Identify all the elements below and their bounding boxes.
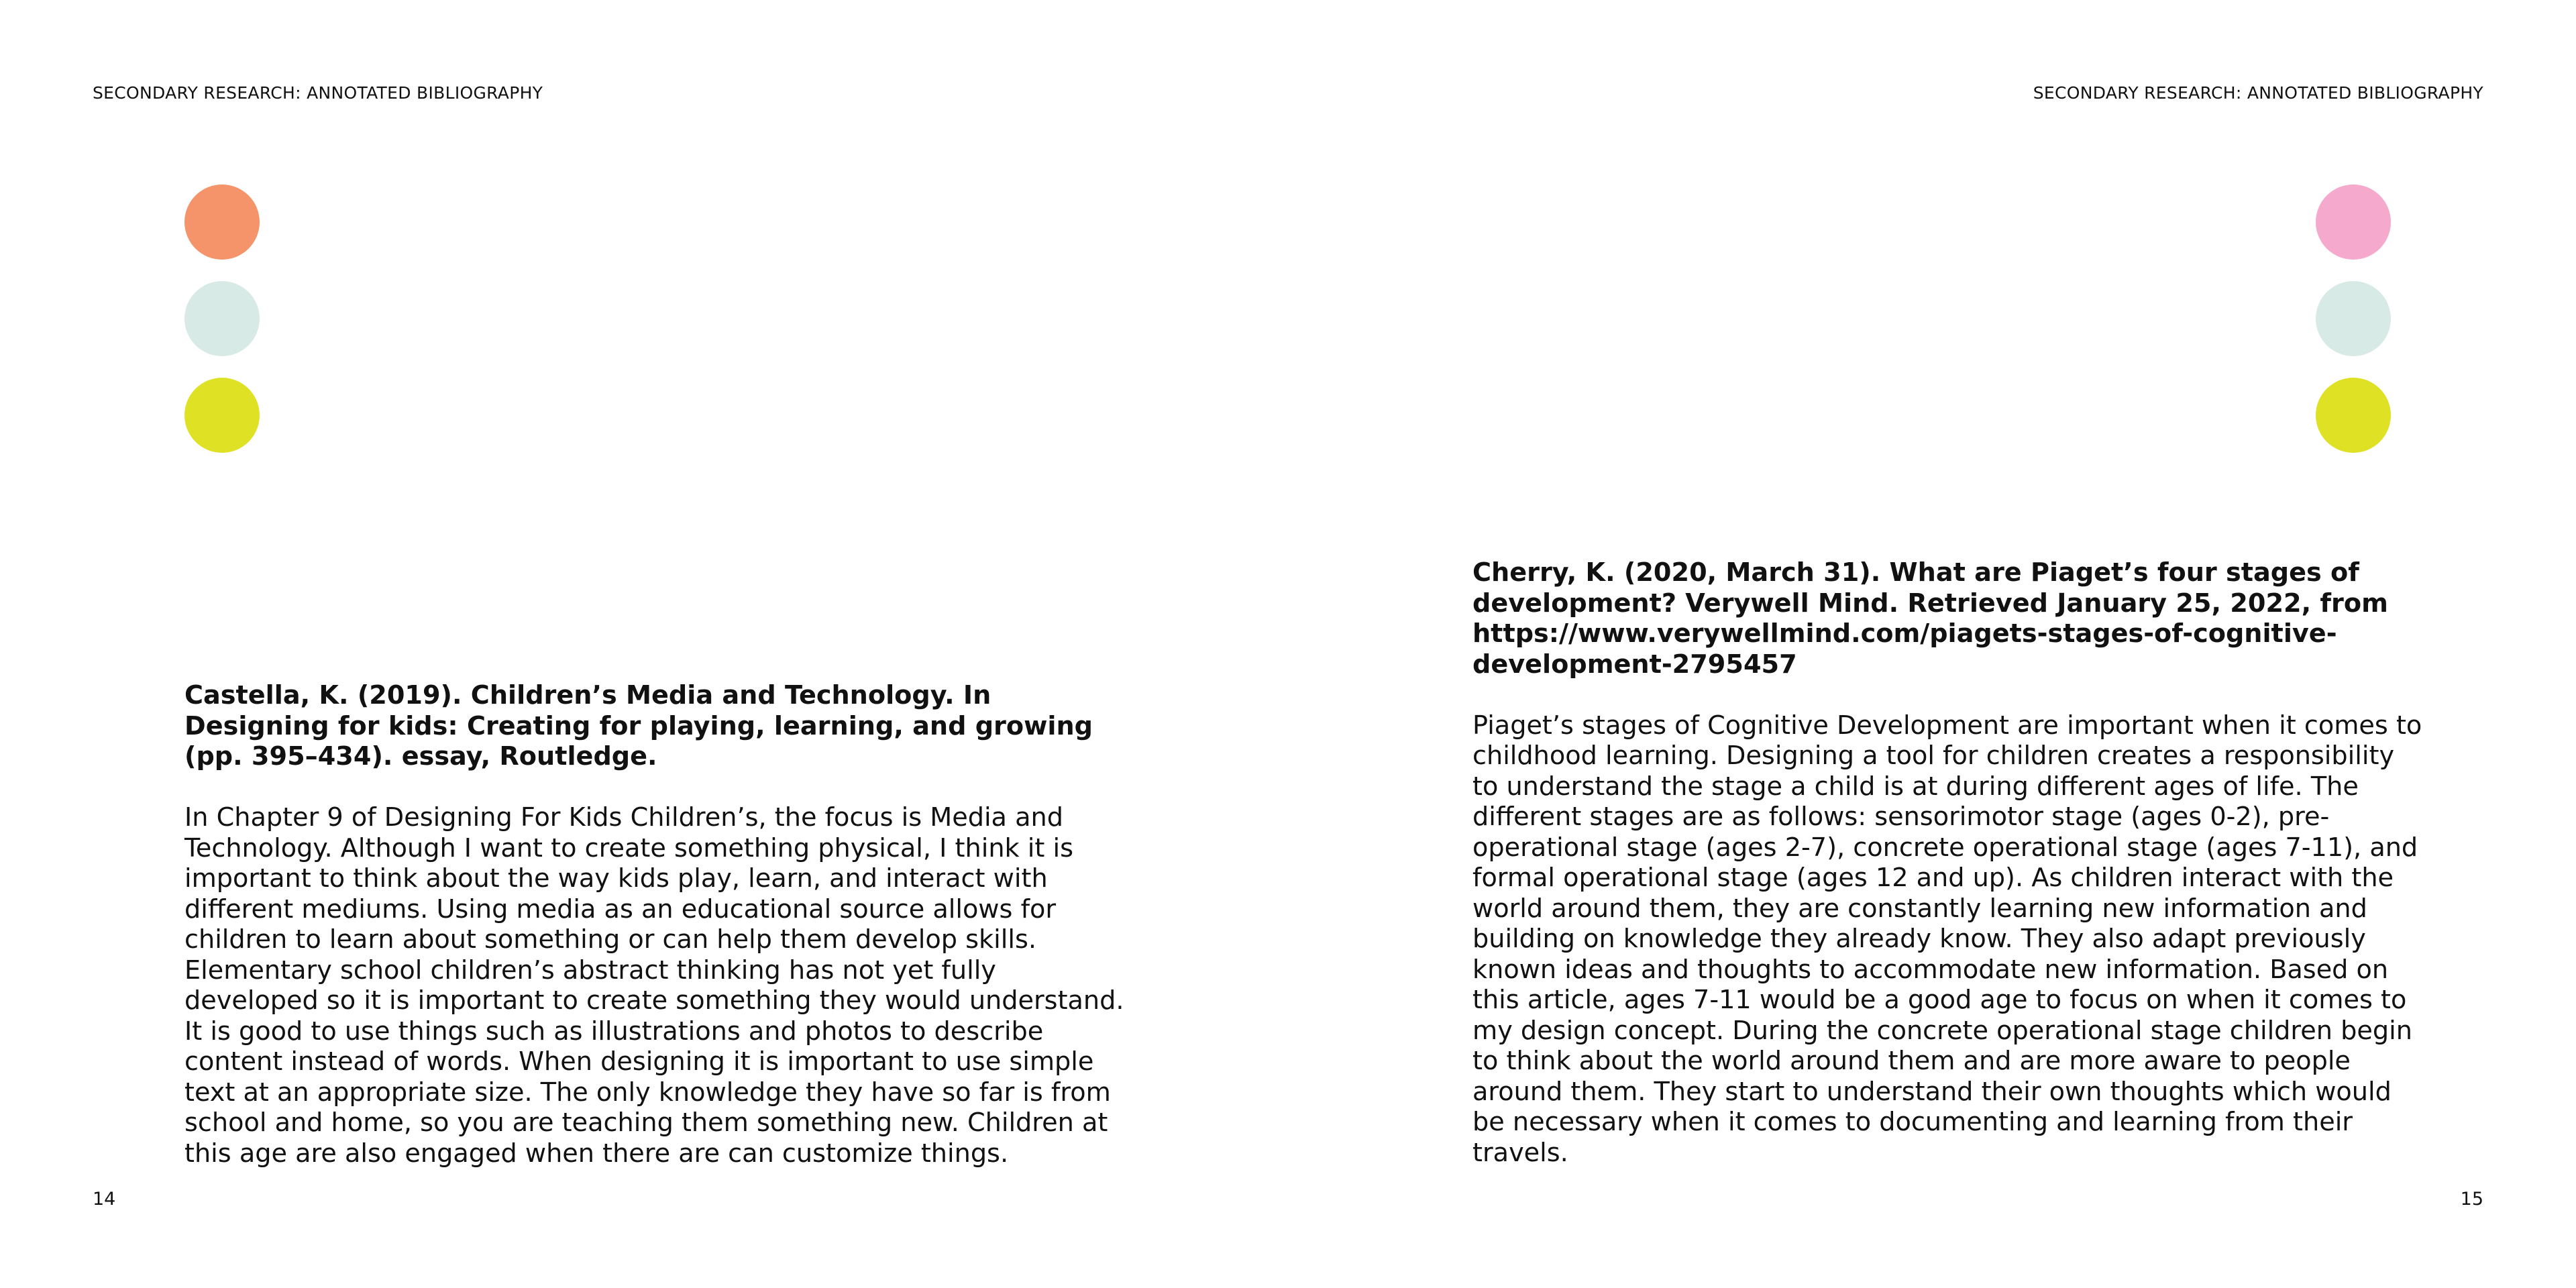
decorative-dots — [2316, 184, 2391, 474]
page-number: 14 — [93, 1189, 116, 1210]
citation: Cherry, K. (2020, March 31). What are Piaget’s four stages of development? Verywell Mind. Retrieved January 25, 2022, from https://www.verywellmind.com/piagets-stages-of-cognitive-development-2795457 — [1472, 558, 2388, 680]
orange-dot-icon — [184, 184, 260, 260]
right-page — [1288, 0, 2576, 1288]
mint-dot-icon — [184, 281, 260, 356]
annotation: Piaget’s stages of Cognitive Development are important when it comes to childhood learning. Designing a tool for children creates a responsibility to understand the stage a child is at during different ages of life. The different stages are as follows: sensorimotor stage (ages 0-2), pre-operational stage (ages 2-7), concrete operational stage (ages 7-11), and formal operational stage (ages 12 and up). As children interact with the world around them, they are constantly learning new information and building on knowledge they already know. They also adapt previously known ideas and thoughts to accommodate new information. Based on this article, ages 7-11 would be a good age to focus on when it comes to my design concept. During the concrete operational stage children begin to think about the world around them and are more aware to people around them. They start to understand their own thoughts which would be necessary when it comes to documenting and learning from their travels. — [1472, 710, 2422, 1168]
lime-dot-icon — [2316, 378, 2391, 453]
bibliography-entry — [184, 681, 1137, 1169]
decorative-dots — [184, 184, 260, 474]
annotation: In Chapter 9 of Designing For Kids Children’s, the focus is Media and Technology. Although I want to create something physical, I think it is important to think about the way kids play, learn, and interact with different mediums. Using media as an educational source allows for children to learn about something or can help them develop skills. Elementary school children’s abstract thinking has not yet fully developed so it is important to create something they would understand. It is good to use things such as illustrations and photos to describe content instead of words. When designing it is important to use simple text at an appropriate size. The only knowledge they have so far is from school and home, so you are teaching them something new. Children at this age are also engaged when there are can customize things. — [184, 803, 1124, 1169]
lime-dot-icon — [184, 378, 260, 453]
running-head: SECONDARY RESEARCH: ANNOTATED BIBLIOGRAPHY — [2033, 83, 2483, 103]
mint-dot-icon — [2316, 281, 2391, 356]
page-number: 15 — [2460, 1189, 2483, 1210]
bibliography-entry — [1472, 558, 2425, 1169]
pink-dot-icon — [2316, 184, 2391, 260]
citation: Castella, K. (2019). Children’s Media and Technology. In Designing for kids: Creating for playing, learning, and growing (pp. 395–434). essay, Routledge. — [184, 681, 1093, 771]
running-head: SECONDARY RESEARCH: ANNOTATED BIBLIOGRAPHY — [93, 83, 543, 103]
